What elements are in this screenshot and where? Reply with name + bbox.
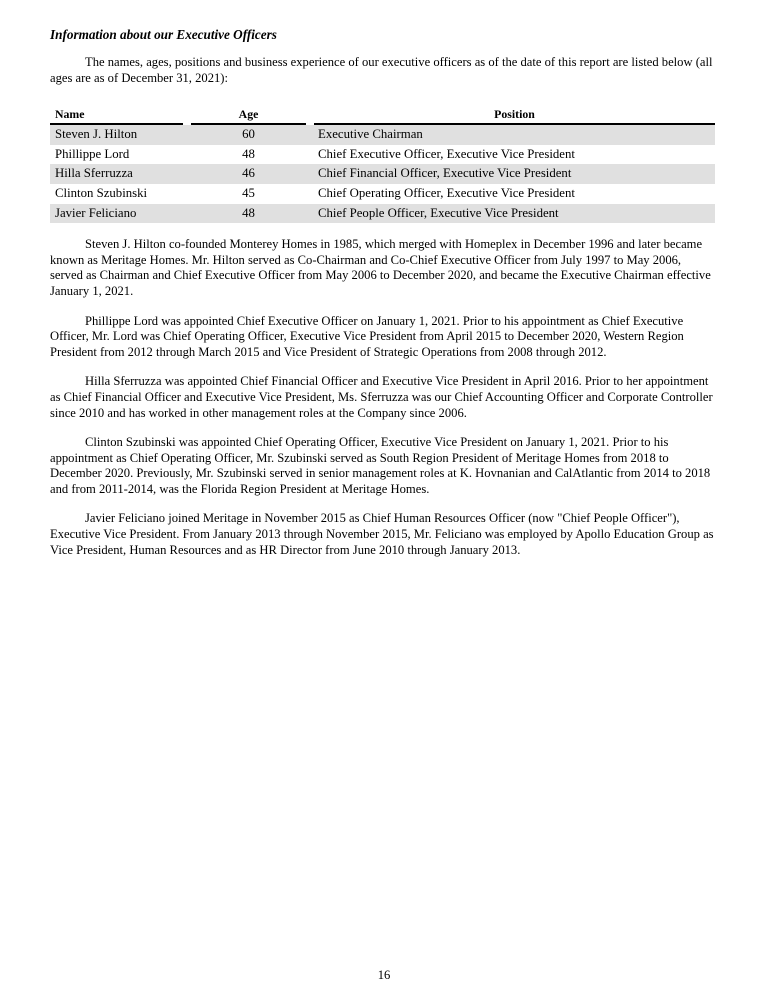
bio-paragraph-feliciano: Javier Feliciano joined Meritage in November 2015 as Chief Human Resources Officer (now "Chief People Officer"), Executive Vice President. From January 2013 through November 2015, Mr. Feliciano was employed by Apollo Education Group as Vice President, Human Resources and as HR Director from June 2010 through January 2013. xyxy=(50,511,714,557)
officers-table-header-row xyxy=(50,108,715,125)
officer-age: 60 xyxy=(242,127,255,142)
officer-position: Chief Financial Officer, Executive Vice President xyxy=(318,166,572,181)
page-number: 16 xyxy=(377,968,391,982)
officer-name: Clinton Szubinski xyxy=(55,185,148,200)
officer-name: Javier Feliciano xyxy=(55,205,137,220)
intro-paragraph: The names, ages, positions and business experience of our executive officers as of the date of this report are listed below (all ages are as of December 31, 2021): xyxy=(50,55,713,85)
table-row xyxy=(50,204,715,224)
bio-paragraph-lord: Phillippe Lord was appointed Chief Executive Officer on January 1, 2021. Prior to his appointment as Chief Executive Officer, Mr. Lord was Chief Operating Officer, Executive Vice President from April 2015 to December 2020, Western Region President from 2012 through March 2015 and Vice President of Strategic Operations from 2008 through 2012. xyxy=(50,313,684,359)
officer-age: 48 xyxy=(242,205,255,220)
officer-position: Executive Chairman xyxy=(318,127,423,142)
officer-name: Hilla Sferruzza xyxy=(55,166,133,181)
section-heading: Information about our Executive Officers xyxy=(50,27,277,42)
officer-position: Chief People Officer, Executive Vice President xyxy=(318,205,559,220)
officer-position: Chief Operating Officer, Executive Vice President xyxy=(318,185,575,200)
bio-paragraph-szubinski: Clinton Szubinski was appointed Chief Operating Officer, Executive Vice President on January 1, 2021. Prior to his appointment as Chief Operating Officer, Mr. Szubinski served as South Region President of Meritage Homes from 2018 to December 2020. Previously, Mr. Szubinski served in senior management roles at K. Hovnanian and CalAtlantic from 2014 to 2018 and from 2011-2014, was the Florida Region President at Meritage Homes. xyxy=(50,435,711,496)
officer-position: Chief Executive Officer, Executive Vice President xyxy=(318,146,575,161)
table-row xyxy=(50,145,715,165)
bio-paragraph-sferruzza: Hilla Sferruzza was appointed Chief Financial Officer and Executive Vice President in April 2016. Prior to her appointment as Chief Financial Officer and Executive Vice President, Ms. Sferruzza was our Chief Accounting Officer and Corporate Controller since 2010 and has worked in other management roles at the Company since 2006. xyxy=(50,374,713,420)
table-row xyxy=(50,164,715,184)
officer-age: 46 xyxy=(242,166,255,181)
table-row xyxy=(50,184,715,204)
column-header-position: Position xyxy=(314,108,715,125)
officers-table xyxy=(50,108,715,223)
officer-name: Steven J. Hilton xyxy=(55,127,138,142)
officer-name: Phillippe Lord xyxy=(55,146,130,161)
column-header-age: Age xyxy=(191,108,306,125)
officer-age: 48 xyxy=(242,146,255,161)
bio-paragraph-hilton: Steven J. Hilton co-founded Monterey Homes in 1985, which merged with Homeplex in December 1996 and later became known as Meritage Homes. Mr. Hilton served as Co-Chairman and Co-Chief Executive Officer from July 1997 to May 2006, served as Chairman and Chief Executive Officer from May 2006 to December 2020, and became the Executive Chairman effective January 1, 2021. xyxy=(50,237,711,298)
officer-age: 45 xyxy=(242,185,255,200)
table-row xyxy=(50,125,715,145)
column-header-name: Name xyxy=(50,108,183,125)
